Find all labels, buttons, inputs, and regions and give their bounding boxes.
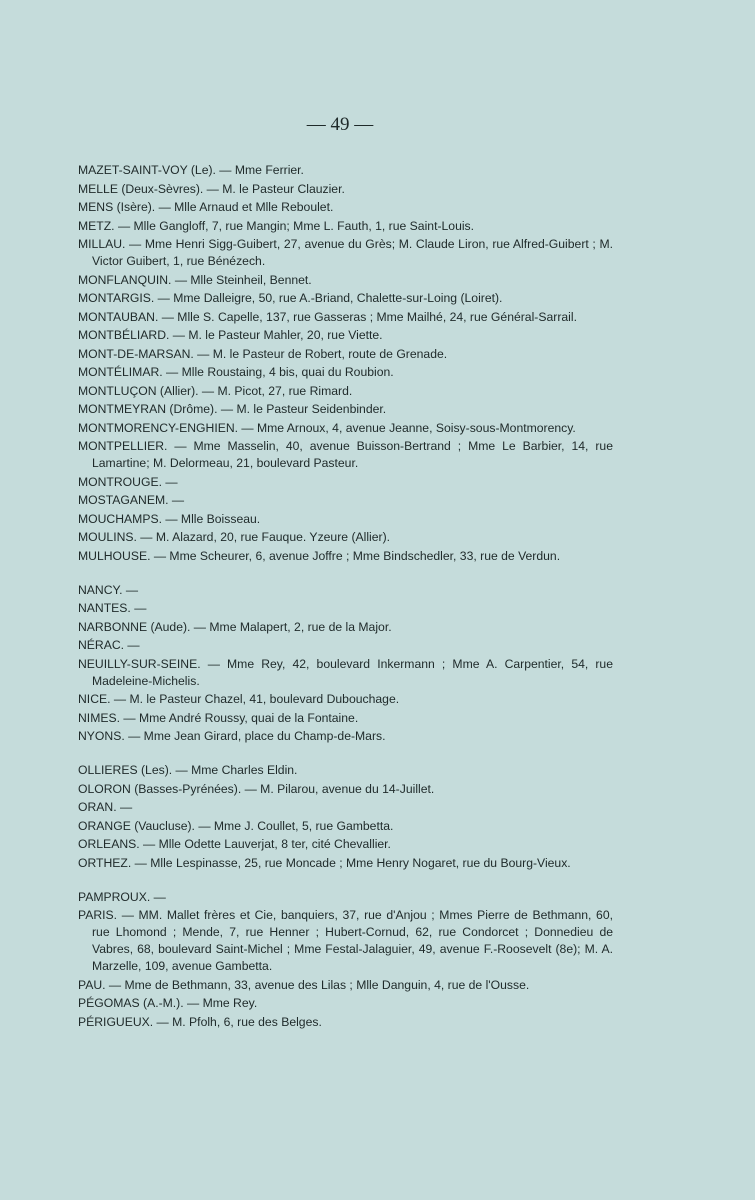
directory-entry: ORANGE (Vaucluse). — Mme J. Coullet, 5, rue Gambetta. bbox=[78, 818, 394, 833]
directory-entry: PAU. — Mme de Bethmann, 33, avenue des Lilas ; Mlle Danguin, 4, rue de l'Ousse. bbox=[78, 977, 530, 992]
directory-entry: PÉRIGUEUX. — M. Pfolh, 6, rue des Belges. bbox=[78, 1014, 322, 1029]
directory-entry: ORAN. — bbox=[78, 800, 133, 814]
directory-entry: MILLAU. — Mme Henri Sigg-Guibert, 27, avenue du Grès; M. Claude Liron, rue Alfred-Guibert ; M. Victor Guibert, 1, rue Bénézech. bbox=[78, 237, 613, 268]
directory-entry: MONFLANQUIN. — Mlle Steinheil, Bennet. bbox=[78, 272, 312, 287]
directory-entry: ORLEANS. — Mlle Odette Lauverjat, 8 ter, cité Chevallier. bbox=[78, 837, 391, 851]
directory-entry: MOSTAGANEM. — bbox=[78, 493, 185, 507]
directory-entry: NEUILLY-SUR-SEINE. — Mme Rey, 42, boulevard Inkermann ; Mme A. Carpentier, 54, rue Madeleine-Michelis. bbox=[78, 656, 613, 688]
directory-entry: PARIS. — MM. Mallet frères et Cie, banquiers, 37, rue d'Anjou ; Mmes Pierre de Bethmann, 60, rue Lhomond ; Mende, 7, rue Henner ; Hubert-Cornud, 62, rue Condorcet ; Donnedieu de Vabres, 68, boulevard Saint-Michel ; Mme Festal-Jalaguier, 49, avenue F.-Roosevelt (8e); M. A. Marzelle, 109, avenue Gambetta. bbox=[78, 908, 613, 973]
directory-entry: MOUCHAMPS. — Mlle Boisseau. bbox=[78, 511, 261, 526]
directory-entry: MELLE (Deux-Sèvres). — M. le Pasteur Clauzier. bbox=[78, 181, 345, 196]
directory-entry: PAMPROUX. — bbox=[78, 889, 166, 904]
directory-entry: MONTROUGE. — bbox=[78, 474, 178, 489]
directory-entry: ORTHEZ. — Mlle Lespinasse, 25, rue Moncade ; Mme Henry Nogaret, rue du Bourg-Vieux. bbox=[78, 855, 571, 870]
directory-list bbox=[78, 162, 613, 1032]
directory-entry: MULHOUSE. — Mme Scheurer, 6, avenue Joffre ; Mme Bindschedler, 33, rue de Verdun. bbox=[78, 548, 561, 563]
directory-entry: NANCY. — bbox=[78, 582, 139, 597]
directory-entry: NYONS. — Mme Jean Girard, place du Champ-de-Mars. bbox=[78, 729, 386, 743]
directory-entry: MONTAUBAN. — Mlle S. Capelle, 137, rue Gasseras ; Mme Mailhé, 24, rue Général-Sarrail. bbox=[78, 309, 577, 324]
directory-entry: MONTLUÇON (Allier). — M. Picot, 27, rue Rimard. bbox=[78, 383, 353, 398]
directory-entry: NIMES. — Mme André Roussy, quai de la Fontaine. bbox=[78, 710, 359, 725]
directory-entry: NÉRAC. — bbox=[78, 638, 140, 652]
directory-entry: MENS (Isère). — Mlle Arnaud et Mlle Reboulet. bbox=[78, 200, 334, 214]
directory-entry: MONTPELLIER. — Mme Masselin, 40, avenue Buisson-Bertrand ; Mme Le Barbier, 14, rue Lamartine; M. Delormeau, 21, boulevard Pasteur. bbox=[78, 439, 613, 470]
directory-entry: MONT-DE-MARSAN. — M. le Pasteur de Robert, route de Grenade. bbox=[78, 346, 448, 361]
directory-entry: MAZET-SAINT-VOY (Le). — Mme Ferrier. bbox=[78, 163, 304, 177]
directory-entry: NICE. — M. le Pasteur Chazel, 41, boulevard Dubouchage. bbox=[78, 692, 400, 706]
directory-entry: MONTBÉLIARD. — M. le Pasteur Mahler, 20, rue Viette. bbox=[78, 328, 383, 342]
directory-entry: OLORON (Basses-Pyrénées). — M. Pilarou, avenue du 14-Juillet. bbox=[78, 781, 435, 796]
directory-entry: MONTÉLIMAR. — Mlle Roustaing, 4 bis, quai du Roubion. bbox=[78, 365, 394, 379]
directory-entry: OLLIERES (Les). — Mme Charles Eldin. bbox=[78, 763, 298, 777]
directory-entry: NANTES. — bbox=[78, 601, 147, 615]
directory-entry: MONTMEYRAN (Drôme). — M. le Pasteur Seidenbinder. bbox=[78, 402, 387, 416]
page-number: — 49 — bbox=[306, 114, 374, 135]
directory-entry: NARBONNE (Aude). — Mme Malapert, 2, rue de la Major. bbox=[78, 619, 392, 634]
directory-entry: PÉGOMAS (A.-M.). — Mme Rey. bbox=[78, 996, 258, 1010]
directory-entry: MONTARGIS. — Mme Dalleigre, 50, rue A.-Briand, Chalette-sur-Loing (Loiret). bbox=[78, 291, 503, 305]
directory-entry: MONTMORENCY-ENGHIEN. — Mme Arnoux, 4, avenue Jeanne, Soisy-sous-Montmorency. bbox=[78, 420, 576, 435]
directory-entry: METZ. — Mlle Gangloff, 7, rue Mangin; Mme L. Fauth, 1, rue Saint-Louis. bbox=[78, 218, 475, 233]
directory-entry: MOULINS. — M. Alazard, 20, rue Fauque. Yzeure (Allier). bbox=[78, 530, 391, 544]
